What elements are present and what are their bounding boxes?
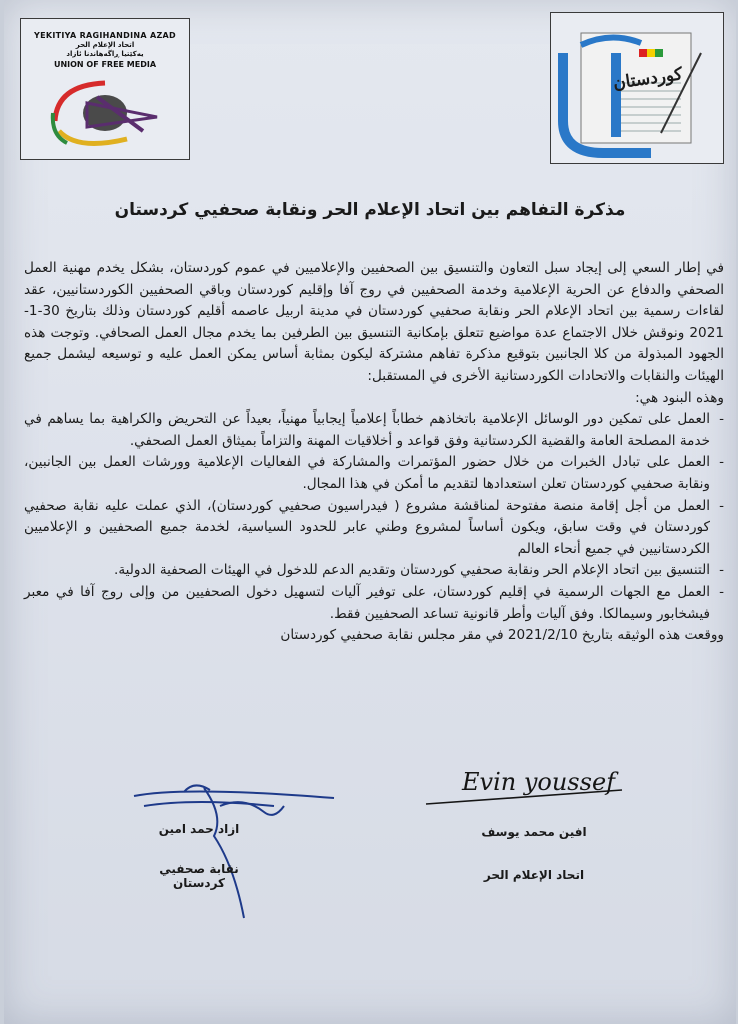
list-item: - التنسيق بين اتحاد الإعلام الحر ونقابة صحفيي كوردستان وتقديم الدعم للدخول في الهيئات الصحفية الدولية. [114, 562, 724, 579]
logo-line-1: YEKITIYA RAGIHANDINA AZAD [34, 31, 176, 40]
document-title: مذكرة التفاهم بين اتحاد الإعلام الحر ونقابة صحفيي كردستان [114, 200, 626, 220]
signatory-left-org: نقابة صحفيي كردستان [159, 862, 239, 890]
media-emblem-icon [47, 73, 167, 153]
list-item: - العمل على تبادل الخبرات من خلال حضور المؤتمرات والمشاركة في الفعاليات الإعلامية وورشات العمل بين الجانبين، ونقابة صحفيي كوردستان تعلن استعدادها لتقديم ما أمكن في هذا المجال. [24, 454, 724, 492]
list-item: - العمل على تمكين دور الوسائل الإعلامية باتخاذهم خطاباً إعلامياً إيجابياً مهنياً، بعيداً عن التحريض والكراهية بما يساهم في خدمة المصلحة العامة والقضية الكردستانية وفق قواعد و أخلاقيات المهنة والتزاماً بميثاق العمل الصحفي. [24, 411, 724, 449]
signatory-right-org: اتحاد الإعلام الحر [483, 868, 585, 882]
brand-wordmark: کوردستان [611, 64, 684, 94]
items-list [24, 409, 724, 625]
item-text: العمل من أجل إقامة منصة مفتوحة لمناقشة مشروع ( فيدراسيون صحفيي كوردستان)، الذي عملت عليه نقابة صحفيي كوردستان في وقت سابق، ويكون أساساً لمشروع وطني عابر للحدود السياسية، لخدمة جميع الصحفيين و الإعلاميين الكردستانيين في جميع أنحاء العالم [24, 497, 710, 557]
closing-line: ووقعت هذه الوثيقه بتاريخ 2021/2/10 في مقر مجلس نقابة صحفيي كوردستان [280, 627, 724, 644]
signature-evin-youssef [422, 760, 632, 820]
intro-paragraph: في إطار السعي إلى إيجاد سبل التعاون والتنسيق بين الصحفيين والإعلاميين في عموم كوردستان، بشكل يخدم مهنية العمل الصحفي والدفاع عن الحرية الإعلامية وخدمة الصحفيين في روج آفا وإقليم كوردستان وباقي الصحفيين الكوردستانيين، عقد لقاءات رسمية بين اتحاد الإعلام الحر ونقابة صحفيي كوردستان في مدينة اربيل عاصمه أقليم كوردستان وذلك بتاريخ 30-1-2021 ونوقش خلال الاجتماع عدة مواضيع تتعلق بإمكانية التنسيق بين الطرفين بما يخدم مجال العمل الصحافي. وتوجت هذه الجهود المبذولة من كلا الجانبين بتوقيع مذكرة تفاهم مشتركة ليكون بمثابة أساس يمكن العمل عليه و توسيعه ليشمل جميع الهيئات والنقابات والاتحادات الكوردستانية الأخرى في المستقبل: [24, 260, 724, 384]
item-text: العمل مع الجهات الرسمية في إقليم كوردستان، على توفير آليات لتسهيل دخول الصحفيين من وإلى روج آفا في معبر فيشخابور وسيمالكا. وفق آليات وأطر قانونية تساعد الصحفيين فقط. [24, 583, 710, 622]
item-text: العمل على تبادل الخبرات من خلال حضور المؤتمرات والمشاركة في الفعاليات الإعلامية وورشات العمل بين الجانبين، ونقابة صحفيي كوردستان تعلن استعدادها لتقديم ما أمكن في هذا المجال. [24, 454, 710, 492]
items-heading: وهذه البنود هي: [635, 389, 724, 406]
logo-line-4: UNION OF FREE MEDIA [53, 60, 157, 69]
logo-line-3: یەکێتیا ڕاگەهاندنا ئازاد [66, 50, 144, 58]
document-body [24, 258, 724, 647]
signatory-left-name: ازاد حمد امين [158, 822, 240, 836]
list-item: - العمل مع الجهات الرسمية في إقليم كوردستان، على توفير آليات لتسهيل دخول الصحفيين من وإلى روج آفا في معبر فيشخابور وسيمالكا. وفق آليات وأطر قانونية تساعد الصحفيين فقط. [24, 583, 724, 622]
list-item: - العمل من أجل إقامة منصة مفتوحة لمناقشة مشروع ( فيدراسيون صحفيي كوردستان)، الذي عملت عليه نقابة صحفيي كوردستان في وقت سابق، ويكون أساساً لمشروع وطني عابر للحدود السياسية، لخدمة جميع الصحفيين و الإعلاميين الكردستانيين في جميع أنحاء العالم [24, 497, 724, 557]
document-page [4, 0, 736, 1024]
item-text: العمل على تمكين دور الوسائل الإعلامية باتخاذهم خطاباً إعلامياً إيجابياً مهنياً، بعيداً عن التحريض والكراهية بما يساهم في خدمة المصلحة العامة والقضية الكردستانية وفق قواعد و أخلاقيات المهنة والتزاماً بميثاق العمل الصحفي. [24, 411, 710, 449]
logo-line-2: اتحاد الإعلام الحر [75, 41, 135, 49]
union-of-free-media-logo [20, 18, 190, 160]
item-text: التنسيق بين اتحاد الإعلام الحر ونقابة صحفيي كوردستان وتقديم الدعم للدخول في الهيئات الصحفية الدولية. [114, 562, 710, 579]
kurdistan-journalists-logo [550, 12, 724, 164]
signature-azad-hamad-amin [124, 776, 354, 926]
signatory-right-name: افين محمد يوسف [481, 825, 587, 839]
svg-text:Evin youssef: Evin youssef [462, 768, 616, 796]
